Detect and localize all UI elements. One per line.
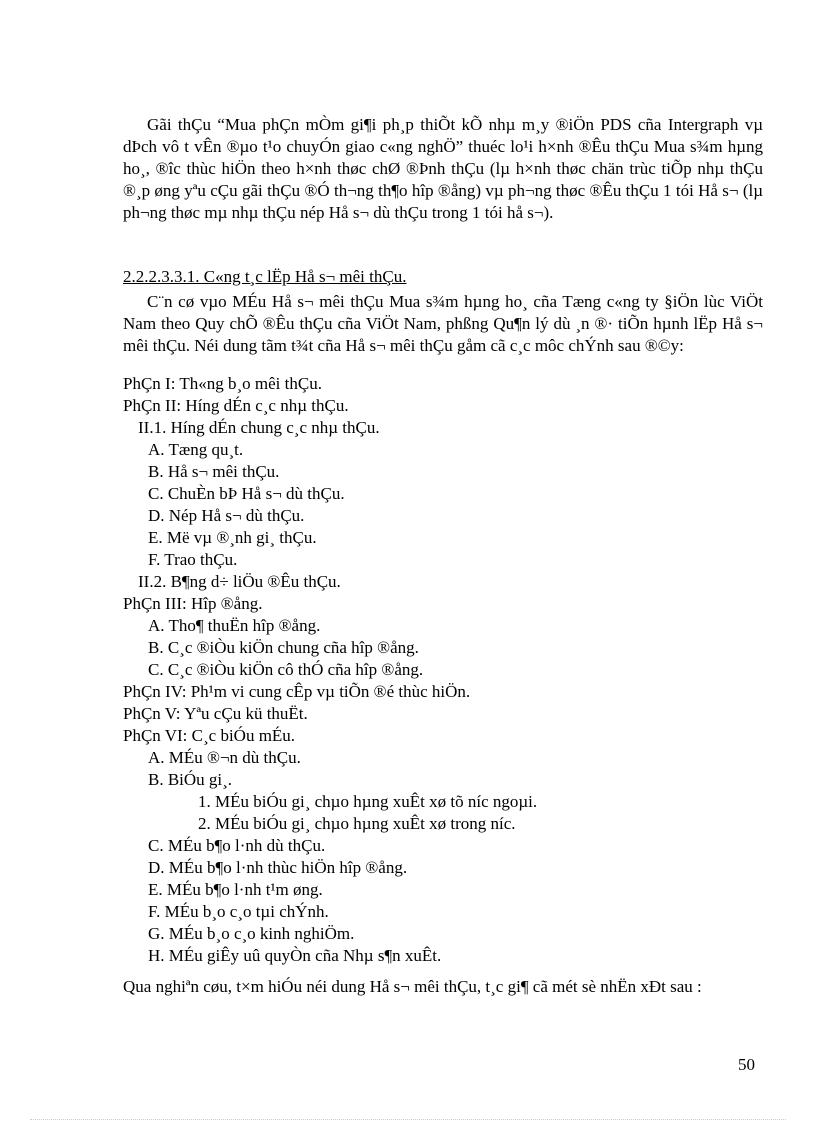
- outline-item: 1. MÉu biÓu gi¸ chµo hµng xuÊt xø tõ níc ngoµi.: [198, 792, 538, 811]
- outline-item: 2. MÉu biÓu gi¸ chµo hµng xuÊt xø trong níc.: [198, 814, 516, 833]
- intro-paragraph: Gãi thÇu “Mua phÇn mÒm gi¶i ph¸p thiÕt kÕ nhµ m¸y ®iÖn PDS cña Intergraph vµ dÞch vô t vÊn ®µo t¹o chuyÓn giao c«ng nghÖ” thuéc lo¹i h×nh ®Êu thÇu Mua s¾m hµng ho¸, ®îc thùc hiÖn theo h×nh thøc chØ ®Þnh thÇu (lµ h×nh thøc chän trùc tiÕp nhµ thÇu ®¸p øng yªu cÇu gãi thÇu ®Ó th¬ng th¶o hîp ®ång) vµ ph¬ng thøc ®Êu thÇu 1 tói Hå s¬ (lµ ph¬ng thøc mµ nhµ thÇu nép Hå s¬ dù thÇu trong 1 tói hå s¬).: [123, 115, 763, 222]
- outline-item: PhÇn V: Yªu cÇu kü thuËt.: [123, 704, 308, 723]
- outline-item: PhÇn II: Híng dÉn c¸c nhµ thÇu.: [123, 396, 349, 415]
- outline-item: B. BiÓu gi¸.: [148, 770, 233, 789]
- outline-item: PhÇn IV: Ph¹m vi cung cÊp vµ tiÕn ®é thùc hiÖn.: [123, 682, 471, 701]
- outline-item: G. MÉu b¸o c¸o kinh nghiÖm.: [148, 924, 355, 943]
- outline-item: A. Tho¶ thuËn hîp ®ång.: [148, 616, 321, 635]
- outline-item: B. Hå s¬ mêi thÇu.: [148, 462, 280, 481]
- outline-item: D. MÉu b¶o l·nh thùc hiÖn hîp ®ång.: [148, 858, 408, 877]
- outline-item: PhÇn III: Hîp ®ång.: [123, 594, 263, 613]
- section-heading: 2.2.2.3.3.1. C«ng t¸c lËp Hå s¬ mêi thÇu.: [123, 267, 407, 286]
- outline-item: A. MÉu ®¬n dù thÇu.: [148, 748, 301, 767]
- outline-item: II.1. Híng dÉn chung c¸c nhµ thÇu.: [138, 418, 380, 437]
- outline-item: II.2. B¶ng d÷ liÖu ®Êu thÇu.: [138, 572, 341, 591]
- outline-item: H. MÉu giÊy uû quyÒn cña Nhµ s¶n xuÊt.: [148, 946, 442, 965]
- outline-item: F. MÉu b¸o c¸o tµi chÝnh.: [148, 902, 329, 921]
- outline-item: E. Më vµ ®¸nh gi¸ thÇu.: [148, 528, 317, 547]
- closing-paragraph: Qua nghiªn cøu, t×m hiÓu néi dung Hå s¬ mêi thÇu, t¸c gi¶ cã mét sè nhËn xÐt sau :: [123, 977, 702, 996]
- outline-item: A. Tæng qu¸t.: [148, 440, 244, 459]
- outline-item: F. Trao thÇu.: [148, 550, 238, 569]
- outline-item: C. MÉu b¶o l·nh dù thÇu.: [148, 836, 326, 855]
- outline-item: B. C¸c ®iÒu kiÖn chung cña hîp ®ång.: [148, 638, 419, 657]
- outline-item: PhÇn I: Th«ng b¸o mêi thÇu.: [123, 374, 322, 393]
- page-number: 50: [738, 1055, 755, 1074]
- outline-item: E. MÉu b¶o l·nh t¹m øng.: [148, 880, 323, 899]
- outline-item: C. C¸c ®iÒu kiÖn cô thÓ cña hîp ®ång.: [148, 660, 424, 679]
- outline-item: D. Nép Hå s¬ dù thÇu.: [148, 506, 305, 525]
- outline-item: PhÇn VI: C¸c biÓu mÉu.: [123, 726, 296, 745]
- outline-item: C. ChuÈn bÞ Hå s¬ dù thÇu.: [148, 484, 345, 503]
- section-paragraph: C¨n cø vµo MÉu Hå s¬ mêi thÇu Mua s¾m hµng ho¸ cña Tæng c«ng ty §iÖn lùc ViÖt Nam theo Quy chÕ ®Êu thÇu cña ViÖt Nam, phßng Qu¶n lý dù ¸n ®· tiÕn hµnh lËp Hå s¬ mêi thÇu. Néi dung tãm t¾t cña Hå s¬ mêi thÇu gåm cã c¸c môc chÝnh sau ®©y:: [123, 292, 763, 355]
- page-bottom-divider: [30, 1119, 786, 1120]
